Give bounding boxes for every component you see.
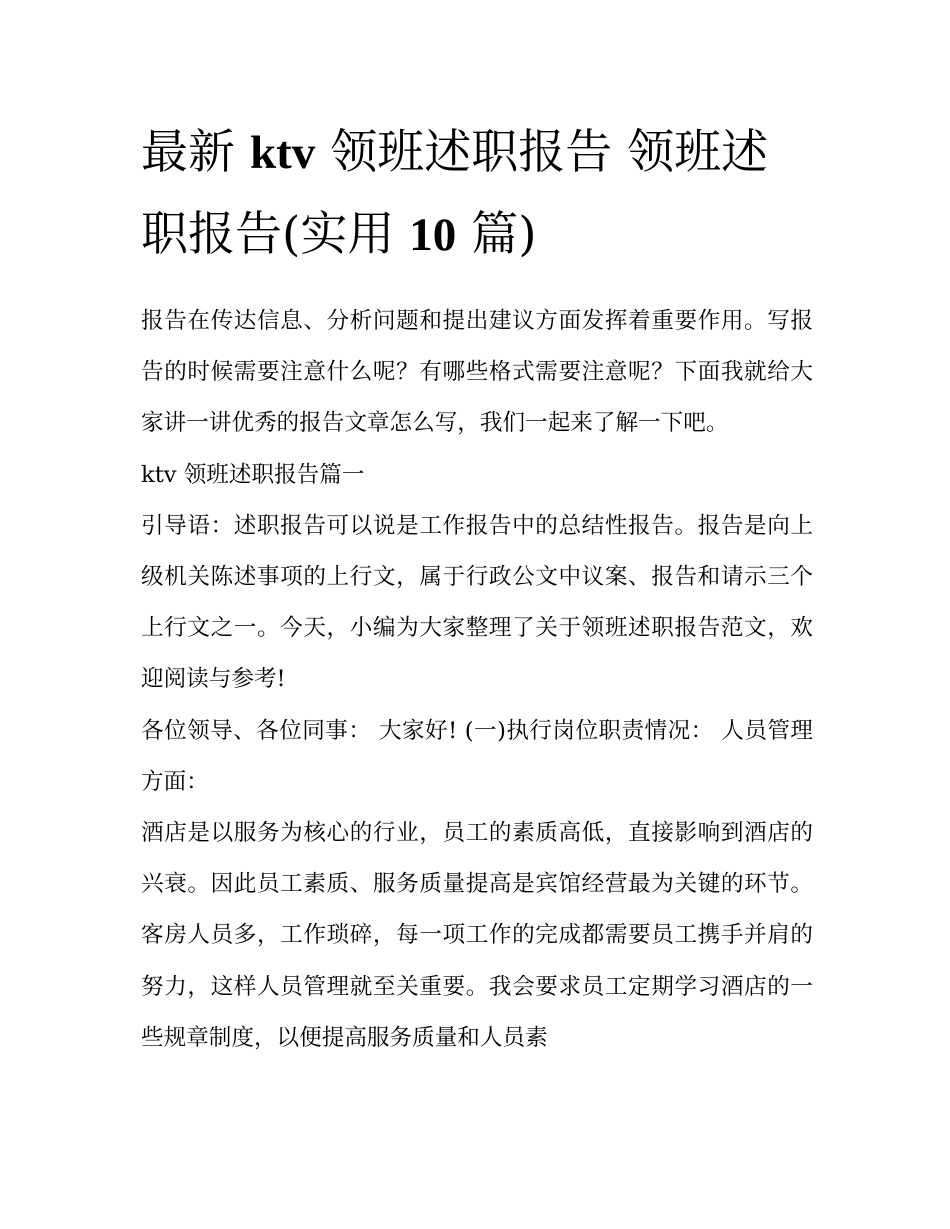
document-title: [141, 112, 813, 276]
title-part-3: 领班述职报告 领班述职报告(实用: [141, 125, 769, 262]
document-content: [141, 112, 813, 1064]
lead-paragraph: 引导语：述职报告可以说是工作报告中的总结性报告。报告是向上级机关陈述事项的上行文，属于行政公文中议案、报告和请示三个上行文之一。今天，小编为大家整理了关于领班述职报告范文，欢迎阅读与参考!: [141, 512, 813, 693]
title-part-ktv: ktv: [249, 127, 316, 179]
section-heading: ktv 领班述职报告篇一: [141, 461, 365, 488]
body-paragraph: 酒店是以服务为核心的行业，员工的素质高低，直接影响到酒店的兴衰。因此员工素质、服务质量提高是宾馆经营最为关键的环节。客房人员多，工作琐碎，每一项工作的完成都需要员工携手并肩的努力，这样人员管理就至关重要。我会要求员工定期学习酒店的一些规章制度，以便提高服务质量和人员素: [141, 820, 813, 1051]
greeting-paragraph: 各位领导、各位同事： 大家好! (一)执行岗位职责情况： 人员管理方面：: [141, 717, 813, 795]
title-part-5: 篇): [471, 207, 537, 262]
title-part-count: 10: [409, 209, 457, 261]
title-part-1: 最新: [141, 125, 235, 180]
intro-paragraph: 报告在传达信息、分析问题和提出建议方面发挥着重要作用。写报告的时候需要注意什么呢？有哪些格式需要注意呢？下面我就给大家讲一讲优秀的报告文章怎么写，我们一起来了解一下吧。: [141, 308, 813, 437]
